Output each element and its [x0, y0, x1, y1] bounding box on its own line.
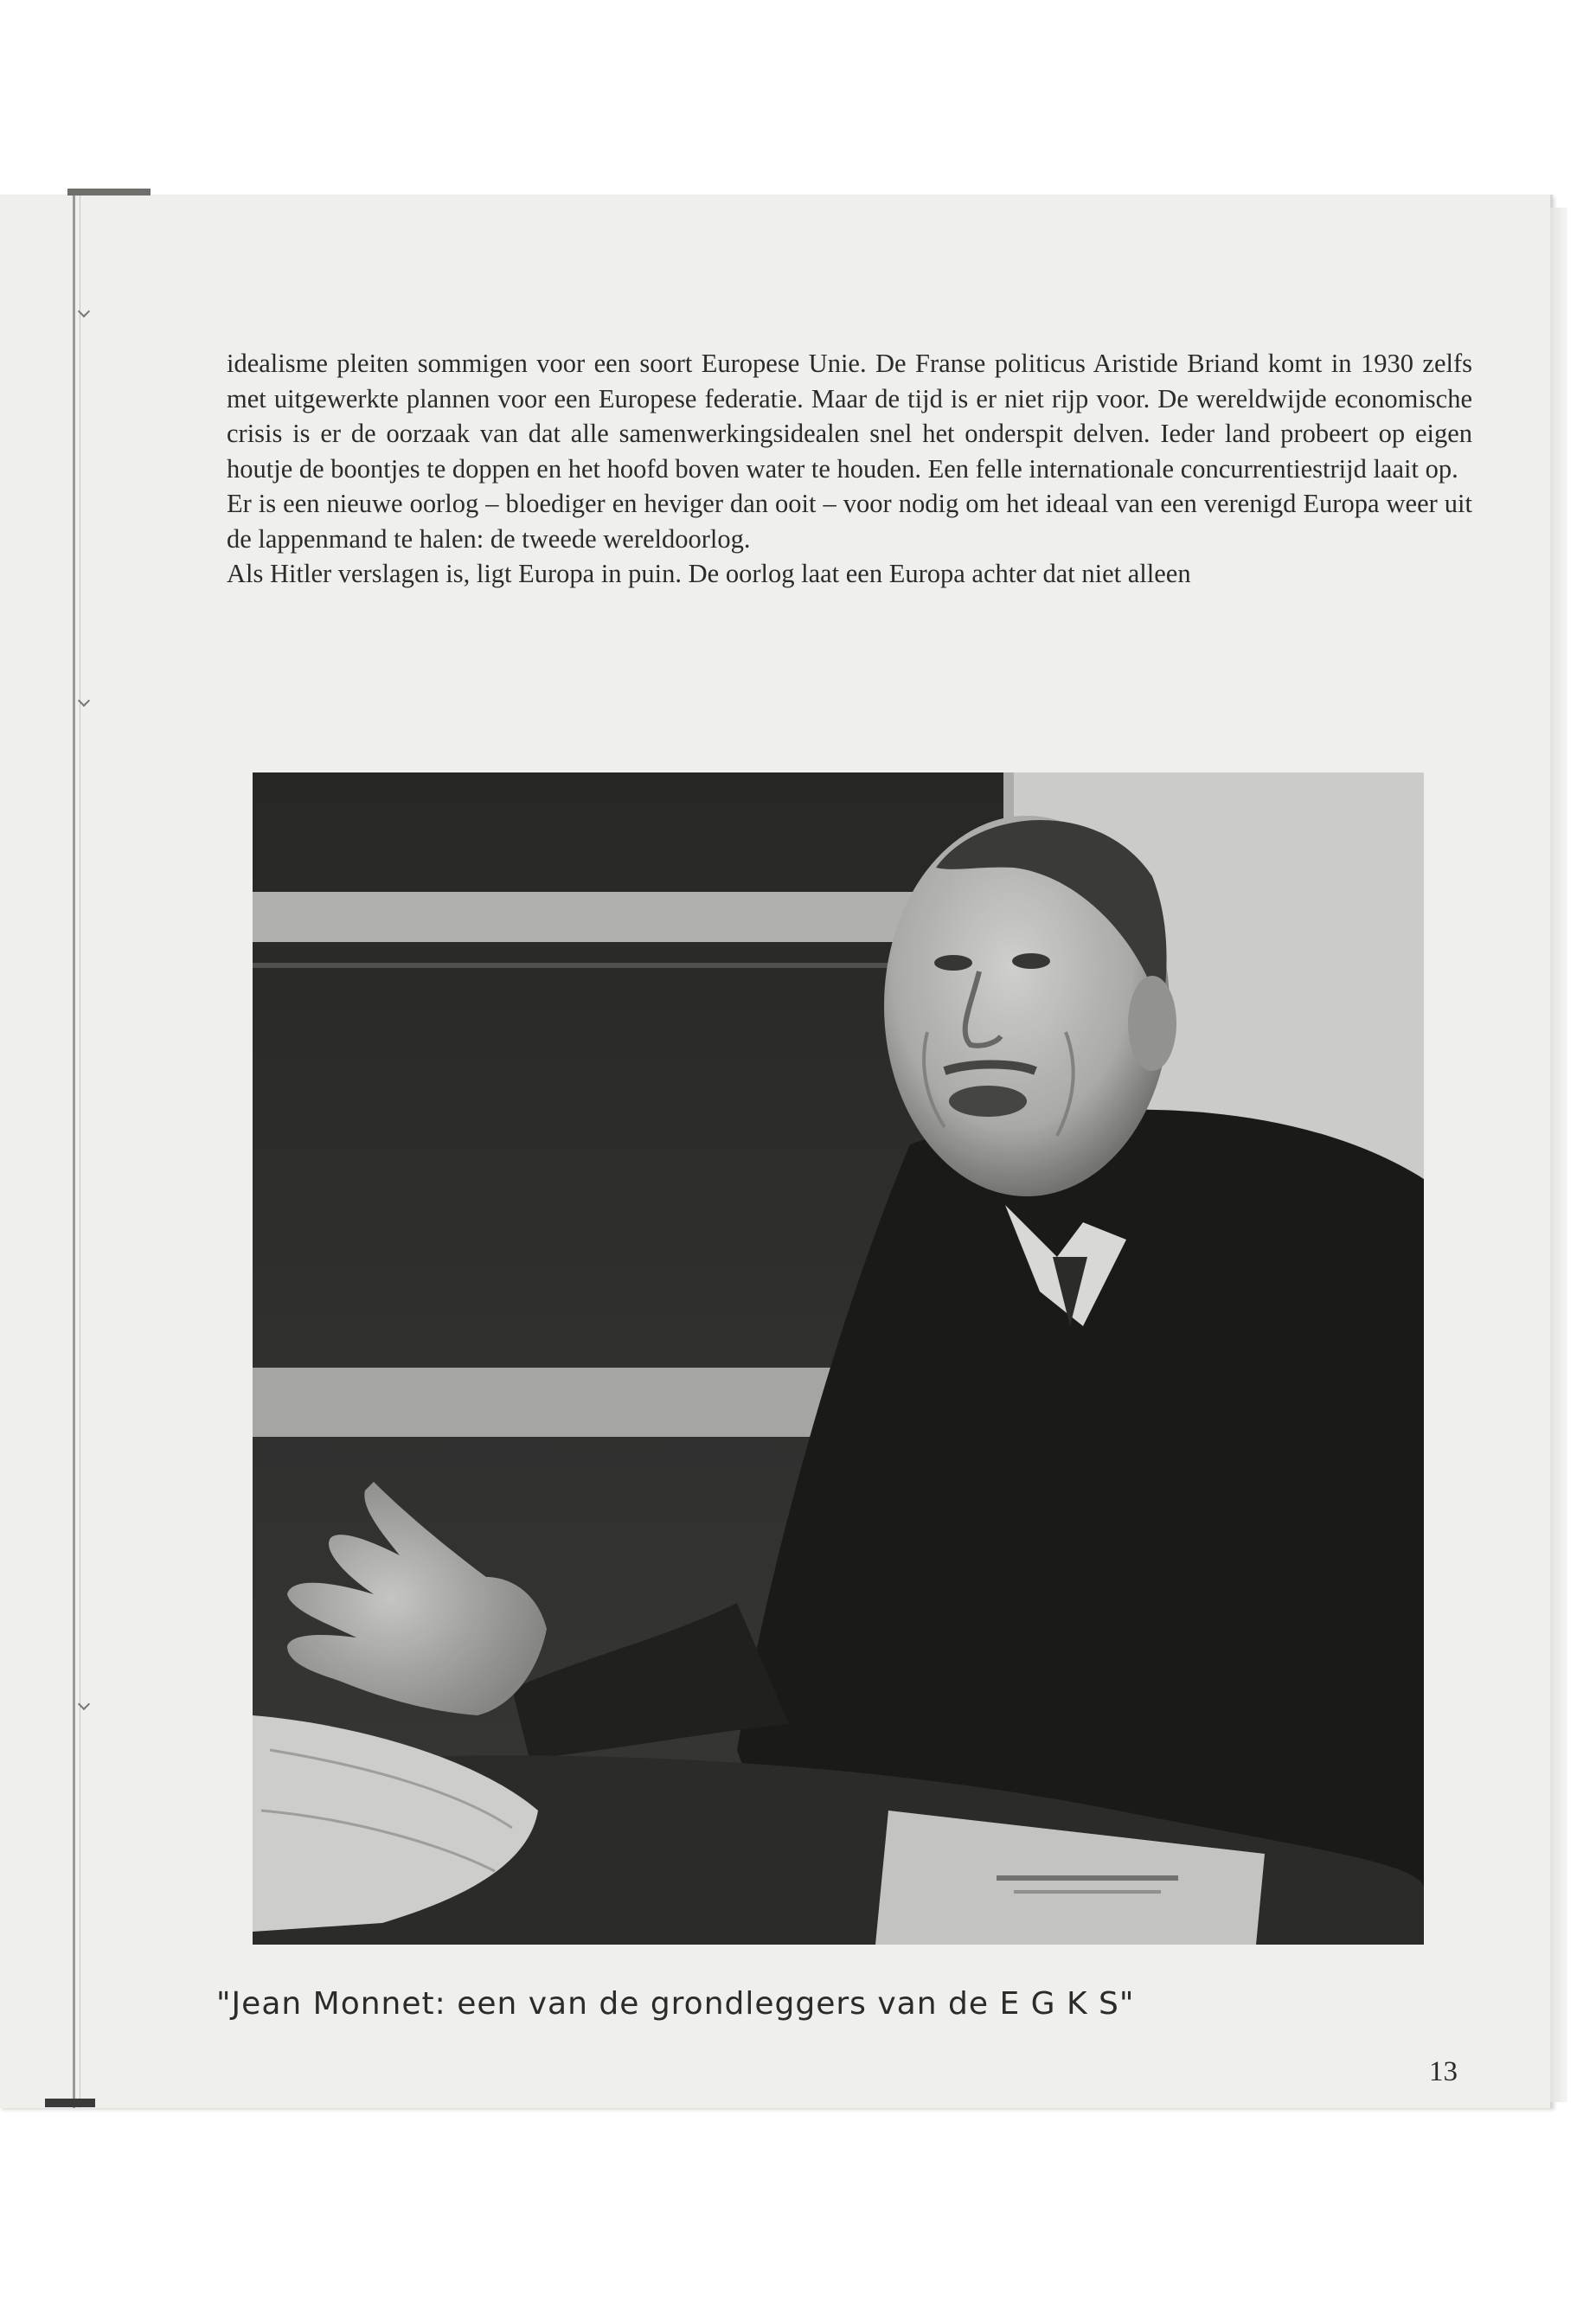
paragraph: Er is een nieuwe oorlog – bloediger en heviger dan ooit – voor nodig om het ideaal van een verenigd Europa weer uit de lappenmand te halen: de tweede wereldoorlog. — [227, 489, 1472, 554]
binding-gutter — [73, 195, 75, 2108]
photo-caption: "Jean Monnet: een van de grondleggers van de E G K S" — [216, 1986, 1135, 2022]
spine-tape-top — [67, 189, 151, 195]
portrait-photo — [253, 772, 1424, 1945]
page-edge — [1550, 208, 1567, 2102]
paragraph: Als Hitler verslagen is, ligt Europa in puin. De oorlog laat een Europa achter dat niet alleen — [227, 559, 1191, 588]
page-number: 13 — [1429, 2056, 1458, 2087]
paragraph: idealisme pleiten sommigen voor een soort Europese Unie. De Franse politicus Aristide Briand komt in 1930 zelfs met uitgewerkte plannen voor een Europese federatie. Maar de tijd is er niet rijp voor. De wereldwijde economische crisis is er de oorzaak van dat alle samenwerkingsidealen snel het onderspit delven. Ieder land probeert op eigen houtje de boontjes te doppen en het hoofd boven water te houden. Een felle internationale concurrentiestrijd laait op. — [227, 349, 1472, 484]
portrait-photo-drawing — [253, 772, 1424, 1945]
body-text — [227, 346, 1472, 592]
spine-tape-bottom — [45, 2099, 95, 2107]
